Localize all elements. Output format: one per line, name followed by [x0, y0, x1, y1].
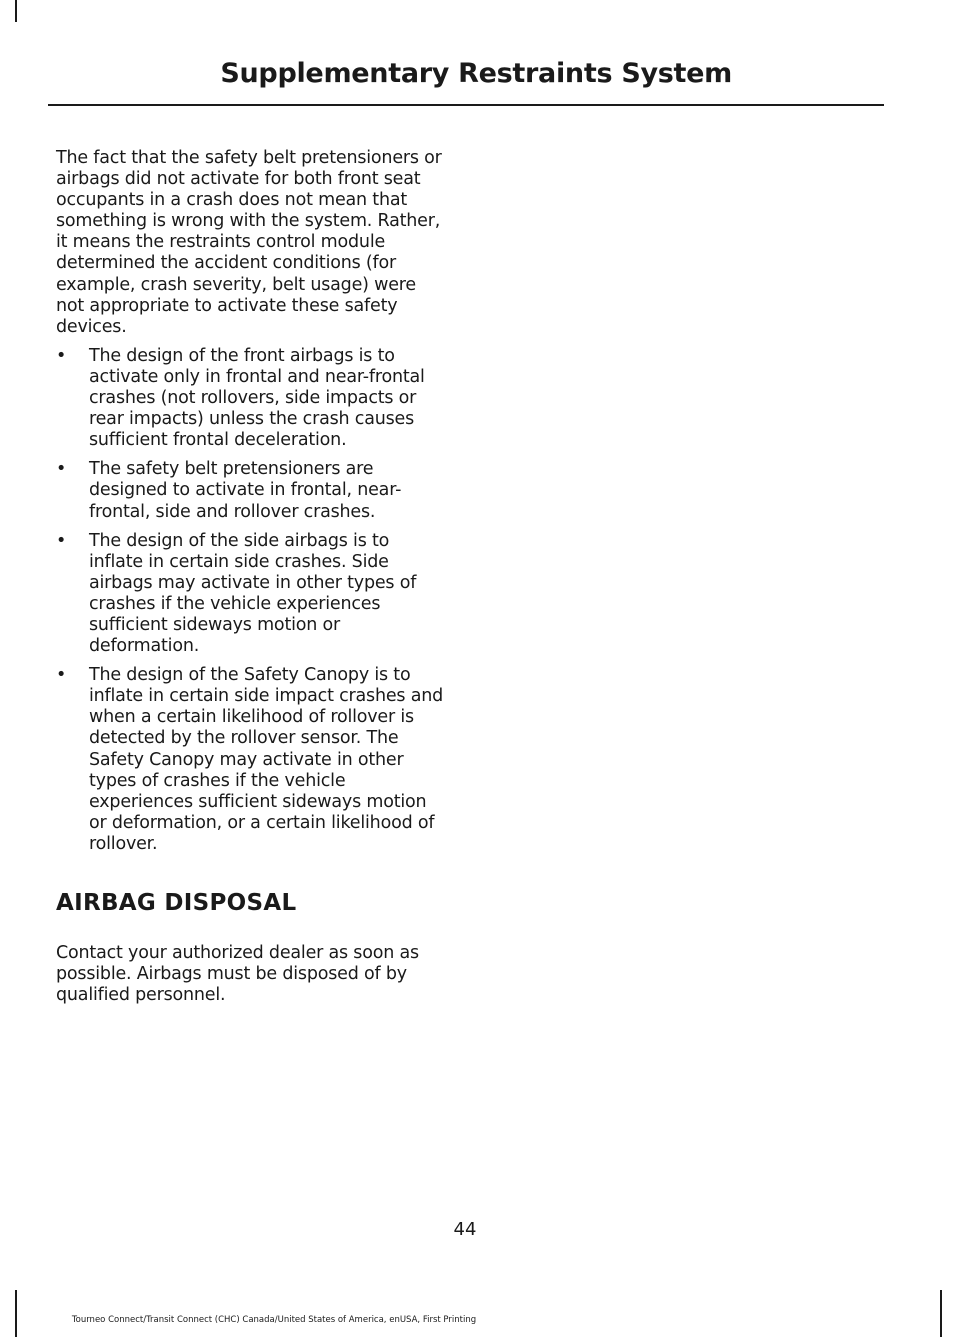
bullet-text: The design of the front airbags is to activate only in frontal and near-frontal crashes (not rollovers, side impacts or rear impacts) unless the crash causes sufficient frontal deceleration.	[89, 345, 425, 451]
intro-paragraph: The fact that the safety belt pretensioners or airbags did not activate for both front seat occupants in a crash does not mean that something is wrong with the system. Rather, it means the restraints control module determined the accident conditions (for example, crash severity, belt usage) were not appropriate to activate these safety devices.	[56, 148, 442, 337]
main-content	[56, 148, 448, 1006]
crop-mark-top-left	[15, 0, 17, 22]
section-heading-airbag-disposal: AIRBAG DISPOSAL	[56, 890, 297, 916]
bullet-item-pretensioners	[56, 459, 448, 522]
disposal-paragraph: Contact your authorized dealer as soon as possible. Airbags must be disposed of by qualified personnel.	[56, 943, 419, 1006]
bullet-marker: •	[56, 665, 67, 686]
crop-mark-bottom-left	[15, 1290, 17, 1337]
header-divider	[48, 104, 884, 106]
bullet-marker: •	[56, 530, 67, 551]
bullet-marker: •	[56, 345, 67, 366]
bullet-text: The safety belt pretensioners are designed to activate in frontal, near-frontal, side and rollover crashes.	[89, 459, 402, 522]
bullet-item-safety-canopy	[56, 665, 448, 855]
page-number: 44	[453, 1219, 477, 1240]
bullet-item-front-airbags	[56, 346, 448, 451]
bullet-item-side-airbags	[56, 531, 448, 658]
crop-mark-bottom-right	[940, 1290, 942, 1337]
footer-text: Tourneo Connect/Transit Connect (CHC) Canada/United States of America, enUSA, First Printing	[71, 1315, 477, 1325]
page-header-title: Supplementary Restraints System	[220, 58, 732, 89]
bullet-marker: •	[56, 459, 67, 480]
bullet-text: The design of the side airbags is to inflate in certain side crashes. Side airbags may activate in other types of crashes if the vehicle experiences sufficient sideways motion or deformation.	[89, 530, 417, 657]
bullet-list	[56, 346, 448, 855]
bullet-text: The design of the Safety Canopy is to inflate in certain side impact crashes and when a certain likelihood of rollover is detected by the rollover sensor. The Safety Canopy may activate in other types of crashes if the vehicle experiences sufficient sideways motion or deformation, or a certain likelihood of rollover.	[89, 665, 444, 854]
